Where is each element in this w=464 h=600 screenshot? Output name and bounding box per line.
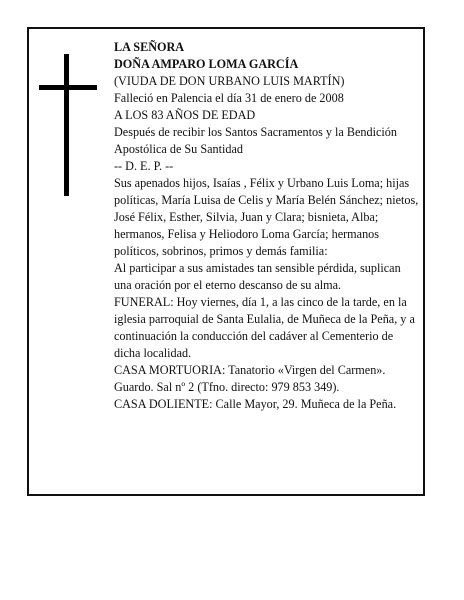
widow-of-line: (VIUDA DE DON URBANO LUIS MARTÍN) bbox=[114, 74, 345, 88]
deceased-name: DOÑA AMPARO LOMA GARCÍA bbox=[114, 57, 299, 71]
cross-horizontal-bar bbox=[39, 85, 97, 90]
title-line-1: LA SEÑORA bbox=[114, 40, 185, 54]
cross-vertical-bar bbox=[64, 54, 69, 196]
request-paragraph: Al participar a sus amistades tan sensible pérdida, suplican una oración por el eterno descanso de su alma. bbox=[114, 261, 401, 292]
death-info: Falleció en Palencia el día 31 de enero de 2008 bbox=[114, 91, 344, 105]
sacraments-paragraph: Después de recibir los Santos Sacramentos y la Bendición Apostólica de Su Santidad bbox=[114, 125, 397, 156]
casa-doliente-paragraph: CASA DOLIENTE: Calle Mayor, 29. Muñeca de la Peña. bbox=[114, 397, 397, 411]
obituary-text bbox=[114, 39, 419, 413]
funeral-paragraph: FUNERAL: Hoy viernes, día 1, a las cinco de la tarde, en la iglesia parroquial de Santa Eulalia, de Muñeca de la Peña, y a continuación la conducción del cadáver al Cementerio de dicha localidad. bbox=[114, 295, 415, 360]
dep-line: -- D. E. P. -- bbox=[114, 159, 174, 173]
casa-mortuoria-paragraph: CASA MORTUORIA: Tanatorio «Virgen del Carmen». Guardo. Sal nº 2 (Tfno. directo: 979 853 349). bbox=[114, 363, 386, 394]
age-line: A LOS 83 AÑOS DE EDAD bbox=[114, 108, 256, 122]
family-paragraph: Sus apenados hijos, Isaías , Félix y Urbano Luis Loma; hijas políticas, María Luisa de Celis y María Belén Sánchez; nietos, José Félix, Esther, Silvia, Juan y Clara; bisnieta, Alba; hermanos, Felisa y Heliodoro Loma García; hermanos políticos, sobrinos, primos y demás familia: bbox=[114, 176, 419, 258]
